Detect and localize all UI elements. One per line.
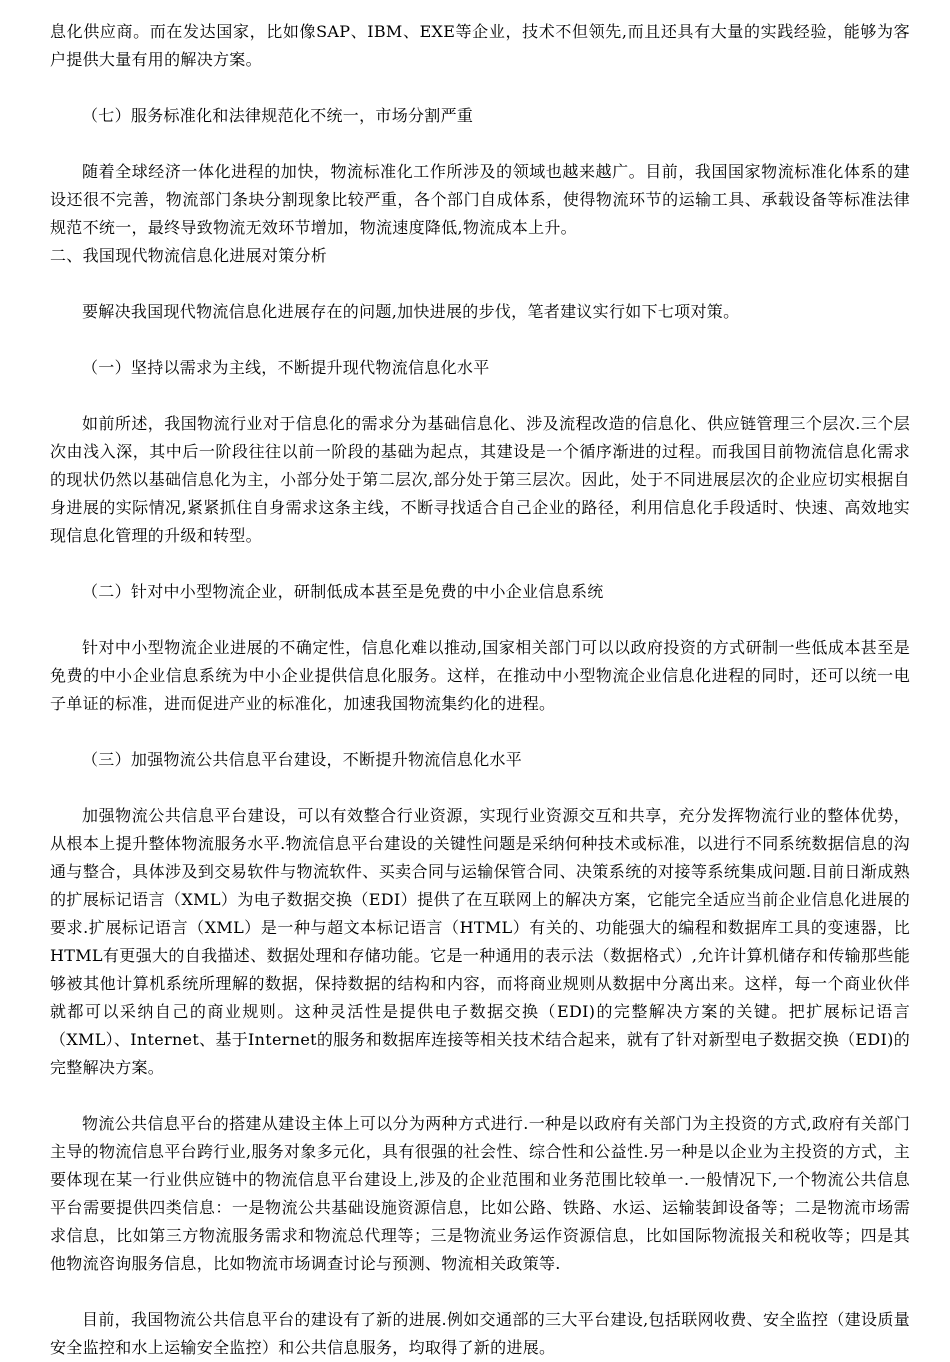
subheading-three: （三）加强物流公共信息平台建设，不断提升物流信息化水平 [82,750,523,769]
paragraph-sme-systems: 针对中小型物流企业进展的不确定性，信息化难以推动,国家相关部门可以以政府投资的方式研制一些低成本甚至是免费的中小企业信息系统为中小企业提供信息化服务。这样，在推动中小型物流企业信息化进程的同时，还可以统一电子单证的标准，进而促进产业的标准化，加速我国物流集约化的进程。 [50,638,910,713]
paragraph-public-platform: 加强物流公共信息平台建设，可以有效整合行业资源，实现行业资源交互和共享，充分发挥物流行业的整体优势，从根本上提升整体物流服务水平.物流信息平台建设的关键性问题是采纳何种技术或标准，以进行不同系统数据信息的沟通与整合，具体涉及到交易软件与物流软件、买卖合同与运输保管合同、决策系统的对接等系统集成问题.目前日渐成熟的扩展标记语言（XML）为电子数据交换（EDI）提供了在互联网上的解决方案，它能完全适应当前企业信息化进展的要求.扩展标记语言（XML）是一种与超文本标记语言（HTML）有关的、功能强大的编程和数据库工具的变速器，比HTML有更强大的自我描述、数据处理和存储功能。它是一种通用的表示法（数据格式）,允许计算机储存和传输那些能够被其他计算机系统所理解的数据，保持数据的结构和内容，而将商业规则从数据中分离出来。这样，每一个商业伙伴就都可以采纳自己的商业规则。这种灵活性是提供电子数据交换（EDI)的完整解决方案的关键。把扩展标记语言（XML）、Internet、基于Internet的服务和数据库连接等相关技术结合起来，就有了针对新型电子数据交换（EDI)的完整解决方案。 [50,806,910,1077]
subheading-one: （一）坚持以需求为主线，不断提升现代物流信息化水平 [82,358,490,377]
section-heading-two: 二、我国现代物流信息化进展对策分析 [50,246,328,265]
subheading-two: （二）针对中小型物流企业，研制低成本甚至是免费的中小企业信息系统 [82,582,604,601]
document-page [50,18,910,1362]
paragraph-intro-continuation: 息化供应商。而在发达国家，比如像SAP、IBM、EXE等企业，技术不但领先,而且还具有大量的实践经验，能够为客户提供大量有用的解决方案。 [50,22,910,69]
paragraph-demand-mainline: 如前所述，我国物流行业对于信息化的需求分为基础信息化、涉及流程改造的信息化、供应链管理三个层次.三个层次由浅入深，其中后一阶段往往以前一阶段的基础为起点，其建设是一个循序渐进的过程。而我国目前物流信息化需求的现状仍然以基础信息化为主，小部分处于第二层次,部分处于第三层次。因此，处于不同进展层次的企业应切实根据自身进展的实际情况,紧紧抓住自身需求这条主线，不断寻找适合自己企业的路径，利用信息化手段适时、快速、高效地实现信息化管理的升级和转型。 [50,414,910,545]
paragraph-current-progress: 目前，我国物流公共信息平台的建设有了新的进展.例如交通部的三大平台建设,包括联网收费、安全监控（建设质量安全监控和水上运输安全监控）和公共信息服务，均取得了新的进展。 [50,1310,910,1357]
subheading-seven: （七）服务标准化和法律规范化不统一，市场分割严重 [82,106,474,125]
paragraph-countermeasures-intro: 要解决我国现代物流信息化进展存在的问题,加快进展的步伐，笔者建议实行如下七项对策。 [82,302,740,321]
paragraph-platform-modes: 物流公共信息平台的搭建从建设主体上可以分为两种方式进行.一种是以政府有关部门为主投资的方式,政府有关部门主导的物流信息平台跨行业,服务对象多元化，具有很强的社会性、综合性和公益性.另一种是以企业为主投资的方式，主要体现在某一行业供应链中的物流信息平台建设上,涉及的企业范围和业务范围比较单一.一般情况下,一个物流公共信息平台需要提供四类信息：一是物流公共基础设施资源信息，比如公路、铁路、水运、运输装卸设备等；二是物流市场需求信息，比如第三方物流服务需求和物流总代理等；三是物流业务运作资源信息，比如国际物流报关和税收等；四是其他物流咨询服务信息，比如物流市场调查讨论与预测、物流相关政策等. [50,1114,910,1273]
paragraph-standardization: 随着全球经济一体化进程的加快，物流标准化工作所涉及的领域也越来越广。目前，我国国家物流标准化体系的建设还很不完善，物流部门条块分割现象比较严重，各个部门自成体系，使得物流环节的运输工具、承载设备等标准法律规范不统一，最终导致物流无效环节增加，物流速度降低,物流成本上升。 [50,162,910,237]
